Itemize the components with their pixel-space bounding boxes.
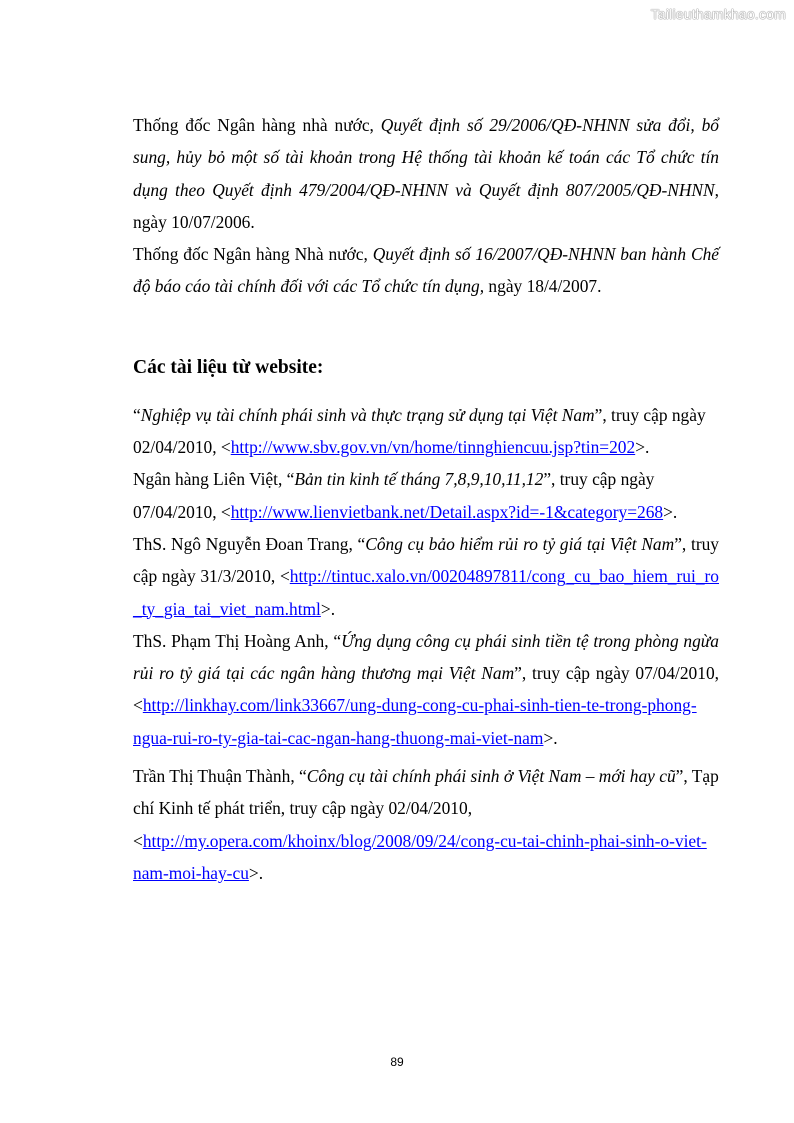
reference-author: ThS. Ngô Nguyễn Đoan Trang, “ <box>133 533 366 554</box>
reference-title: Quyết định số 16/2007/QĐ-NHNN ban hành Chế độ báo cáo tài chính đối với các Tổ chức tín dụng, <box>133 244 719 297</box>
reference-suffix: >. <box>320 598 336 619</box>
reference-item <box>133 625 719 754</box>
reference-access: ”, truy cập ngày 07/04/2010, < <box>133 469 655 522</box>
reference-title: Công cụ tài chính phái sinh ở Việt Nam – mới hay cũ <box>306 766 676 787</box>
reference-title: Ứng dụng công cụ phái sinh tiền tệ trong phòng ngừa rủi ro tỷ giá tại các ngân hàng thương mại Việt Nam <box>133 630 719 684</box>
reference-suffix: >. <box>635 437 650 458</box>
reference-link[interactable]: http://www.sbv.gov.vn/vn/home/tinnghiencuu.jsp?tin=202 <box>230 437 636 458</box>
reference-link[interactable]: http://linkhay.com/link33667/ung-dung-cong-cu-phai-sinh-tien-te-trong-phong-ngua-rui-ro-ty-gia-tai-cac-ngan-hang-thuong-mai-viet-nam <box>133 695 697 748</box>
reference-author: Thống đốc Ngân hàng nhà nước, <box>133 115 381 135</box>
reference-suffix: >. <box>248 862 264 883</box>
reference-item <box>133 463 719 528</box>
section-heading: Các tài liệu từ website: <box>133 356 324 378</box>
reference-title: Nghiệp vụ tài chính phái sinh và thực trạng sử dụng tại Việt Nam <box>140 404 595 425</box>
reference-item <box>133 238 719 303</box>
reference-access: ”, Tạp chí Kinh tế phát triển, truy cập ngày 02/04/2010, < <box>133 766 719 851</box>
reference-access: ”, truy cập ngày 07/04/2010, < <box>133 663 719 716</box>
reference-link[interactable]: http://tintuc.xalo.vn/00204897811/cong_cu_bao_hiem_rui_ro_ty_gia_tai_viet_nam.html <box>133 566 719 619</box>
reference-suffix: >. <box>663 501 678 522</box>
reference-title: Bản tin kinh tế tháng 7,8,9,10,11,12 <box>294 469 544 490</box>
reference-link[interactable]: http://my.opera.com/khoinx/blog/2008/09/24/cong-cu-tai-chinh-phai-sinh-o-viet-nam-moi-hay-cu <box>133 830 707 883</box>
reference-title: Quyết định số 29/2006/QĐ-NHNN sửa đổi, bổ sung, hủy bỏ một số tài khoản trong Hệ thống tài khoản kế toán các Tổ chức tín dụng theo Quyết định 479/2004/QĐ-NHNN và Quyết định 807/2005/QĐ-NHNN <box>133 115 719 200</box>
watermark-text: Tailieuthamkhao.com <box>650 6 786 22</box>
reference-item <box>133 528 719 625</box>
reference-item <box>133 399 719 464</box>
reference-author: ThS. Phạm Thị Hoàng Anh, “ <box>133 630 342 651</box>
reference-author: Trần Thị Thuận Thành, “ <box>133 766 307 787</box>
reference-prefix: “ <box>133 404 141 425</box>
reference-title: Công cụ bảo hiểm rủi ro tỷ giá tại Việt Nam <box>365 533 675 554</box>
reference-author: Thống đốc Ngân hàng Nhà nước, <box>133 244 373 265</box>
reference-access: ”, truy cập ngày 02/04/2010, < <box>133 404 706 458</box>
reference-link[interactable]: http://www.lienvietbank.net/Detail.aspx?id=-1&category=268 <box>230 501 664 522</box>
reference-date: ngày 18/4/2007. <box>484 276 602 297</box>
page-number: 89 <box>390 1055 404 1069</box>
reference-date: , ngày 10/07/2006. <box>133 179 719 232</box>
reference-item <box>133 760 719 889</box>
reference-suffix: >. <box>543 727 558 748</box>
reference-item <box>133 109 719 238</box>
references-content <box>133 109 719 889</box>
reference-access: ”, truy cập ngày 31/3/2010, < <box>133 533 719 587</box>
reference-author: Ngân hàng Liên Việt, “ <box>133 469 295 490</box>
